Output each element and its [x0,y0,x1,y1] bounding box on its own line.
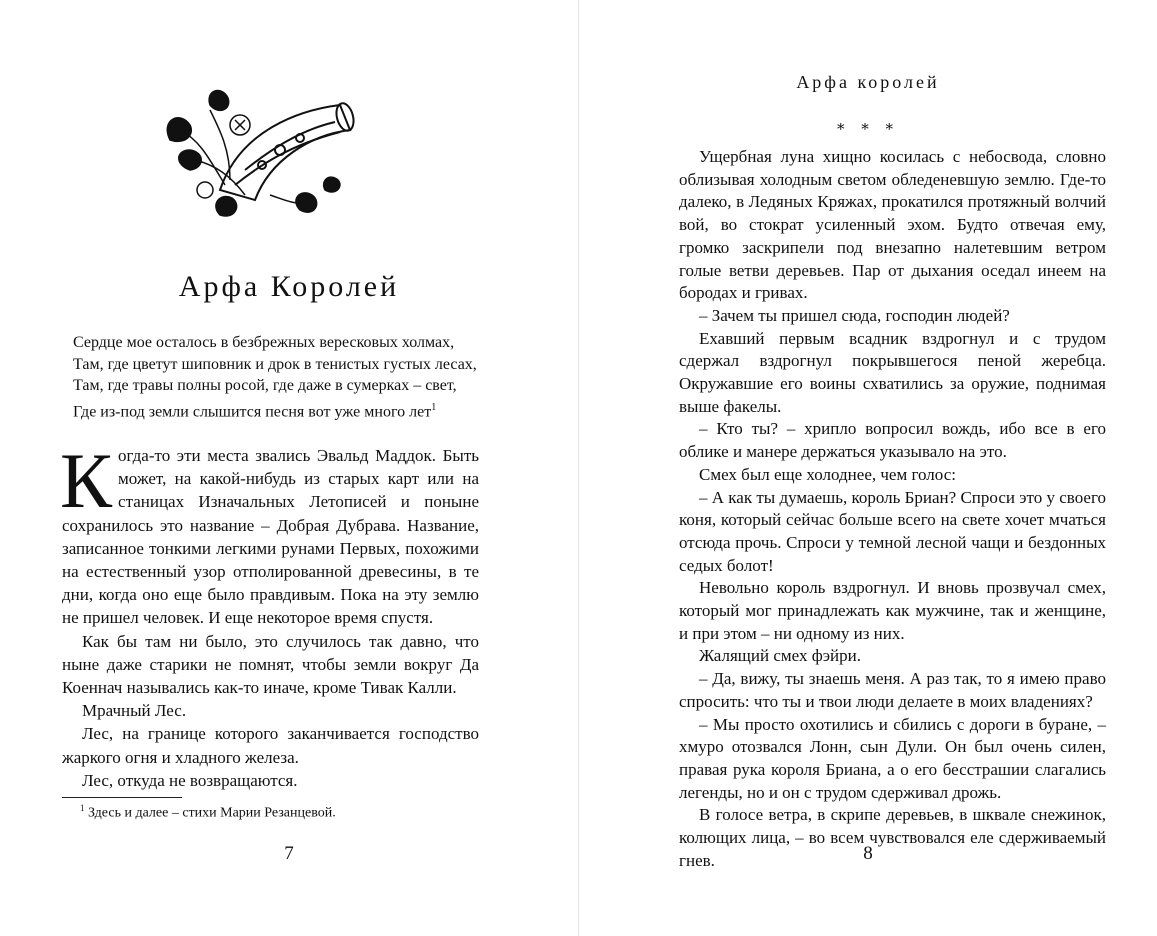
paragraph: – Зачем ты пришел сюда, господин людей? [699,305,1010,325]
footnote-divider [62,797,182,798]
epigraph-line: Где из-под земли слышится песня вот уже много лет$^1$ [73,401,437,420]
paragraph: Мрачный Лес. [82,701,187,721]
paragraph: – А как ты думаешь, король Бриан? Спроси это у своего коня, который сейчас больше всего на свете хочет мчаться отсюда прочь. Спроси у темной лесной чащи и бездонных седых болот! [679,487,1106,575]
paragraph: В голосе ветра, в скрипе деревьев, в шквале снежинок, колющих лица, – во всем чувствовался еле сдерживаемый гнев. [679,805,1106,870]
paragraph: Когда-то эти места звались Эвальд Маддок. Быть может, на какой-нибудь из старых карт или на станицах Изначальных Летописей и поныне сохранилось это название – Добрая Дубрава. Название, записанное тонкими легкими рунами Первых, похожими на естественный узор отполированной древесины, в те дни, когда оно еще было правдивым. Пока на эту землю не пришел человек. И еще некоторое время спустя. [60,437,479,628]
section-separator: * * * [836,120,900,138]
horn-ornament-icon [150,70,370,230]
paragraph: Смех был еще холоднее, чем голос: [699,464,956,484]
page-number: 7 [284,843,294,864]
running-head: Арфа королей [796,72,940,92]
right-page [579,0,1157,936]
paragraph: Ехавший первым всадник вздрогнул и с трудом сдержал вздрогнул покрывшегося пеной жеребца. Окружавшие его воины схватились за оружие, поднимая выше факелы. [679,328,1106,416]
epigraph-line: Сердце мое осталось в безбрежных вересковых холмах, [73,334,455,351]
footnote-mark: 1 [80,803,85,813]
right-body-text [679,146,1106,873]
paragraph: Жалящий смех фэйри. [699,646,861,666]
paragraph: – Да, вижу, ты знаешь меня. А раз так, то я имею право спросить: что ты и твои люди делаете в моих владениях? [679,669,1106,711]
paragraph: Ущербная луна хищно косилась с небосвода, словно облизывая холодным светом обледеневшую землю. Где-то далеко, в Ледяных Кряжах, прокатился протяжный волчий вой, во стократ усиленный эхом. Будто отвечая ему, громко заскрипели под внезапно налетевшим ветром голые ветви деревьев. Пар от дыхания оседал инеем на бородах и гривах. [679,147,1106,303]
epigraph [73,332,503,422]
page-number: 8 [863,843,873,864]
paragraph: – Мы просто охотились и сбились с дороги в буране, – хмуро отозвался Лонн, сын Дули. Он был очень силен, правая рука короля Бриана, а о его бесстрашии слагались легенды, но и он с трудом сдерживал дрожь. [679,714,1106,802]
chapter-title: Арфа Королей [178,270,400,303]
paragraph: Лес, на границе которого заканчивается господство жаркого огня и хладного железа. [62,724,479,767]
paragraph: – Кто ты? – хрипло вопросил вождь, ибо все в его облике и манере держаться указывало на это. [679,419,1106,462]
paragraph: Лес, откуда не возвращаются. [82,770,298,790]
footnote-ref[interactable]: 1 [431,401,437,413]
left-page [0,0,578,936]
footnote: $^1$ Здесь и далее – стихи Марии Резанцевой. [80,803,336,821]
paragraph: Невольно король вздрогнул. И вновь прозвучал смех, который мог принадлежать как мужчине, так и женщине, и при этом – ни одному из них. [679,578,1106,643]
epigraph-line: Там, где травы полны росой, где даже в сумерках – свет, [73,377,457,394]
paragraph: Как бы там ни было, это случилось так давно, что ныне даже старики не помнят, чтобы земли вокруг Да Коеннач назывались как-то иначе, кроме Тивак Калли. [62,631,479,698]
left-body-text [60,437,479,792]
epigraph-line: Там, где цветут шиповник и дрок в тенистых густых лесах, [73,355,477,373]
drop-cap: К [60,437,113,524]
